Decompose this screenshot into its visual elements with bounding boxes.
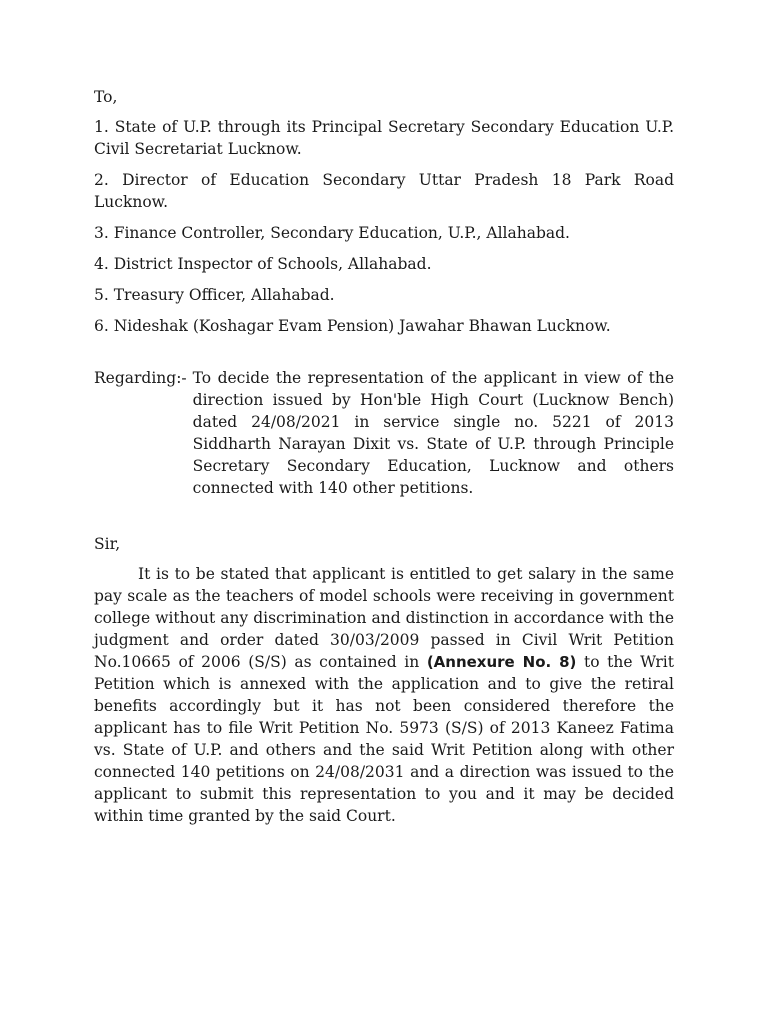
letter-body [94,86,674,827]
recipient-item: 1. State of U.P. through its Principal Secretary Secondary Education U.P. Civil Secretariat Lucknow. [94,118,674,158]
body-text-part2: to the Writ Petition which is annexed with the application and to give the retiral benefits accordingly but it has not been considered therefore the applicant has to file Writ Petition No. 5973 (S/S) of 2013 Kaneez Fatima vs. State of U.P. and others and the said Writ Petition along with other connected 140 petitions on 24/08/2031 and a direction was issued to the applicant to submit this representation to you and it may be decided within time granted by the said Court. [94,653,674,825]
recipient-item: 4. District Inspector of Schools, Allahabad. [94,255,432,273]
salutation-sir: Sir, [94,535,121,553]
recipient-item: 3. Finance Controller, Secondary Education, U.P., Allahabad. [94,224,570,242]
regarding-label: Regarding:- [94,369,187,387]
body-text-part1: It is to be stated that applicant is entitled to get salary in the same pay scale as the teachers of model schools were receiving in government college without any discrimination and distinction in accordance with the judgment and order dated 30/03/2009 passed in Civil Writ Petition No.10665 of 2006 (S/S) as contained in [94,565,674,671]
regarding-block [94,367,674,499]
regarding-text: To decide the representation of the applicant in view of the direction issued by Hon'ble High Court (Lucknow Bench) dated 24/08/2021 in service single no. 5221 of 2013 Siddharth Narayan Dixit vs. State of U.P. through Principle Secretary Secondary Education, Lucknow and others connected with 140 other petitions. [192,369,674,497]
recipient-item: 2. Director of Education Secondary Uttar Pradesh 18 Park Road Lucknow. [94,171,674,211]
body-paragraph [94,563,674,827]
to-heading: To, [94,88,118,106]
recipient-item: 6. Nideshak (Koshagar Evam Pension) Jawahar Bhawan Lucknow. [94,317,611,335]
annexure-reference: (Annexure No. 8) [426,653,577,671]
recipient-list [94,116,674,337]
recipient-item: 5. Treasury Officer, Allahabad. [94,286,335,304]
